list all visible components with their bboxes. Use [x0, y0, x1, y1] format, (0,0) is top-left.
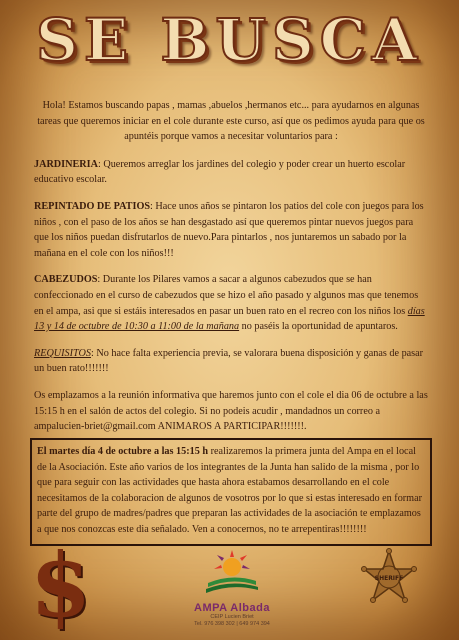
- emplazamos-paragraph: Os emplazamos a la reunión informativa que haremos junto con el cole el dia 06 de octubre a las 15:15 h en el salón de actos del colegio. Si no podeis acudir , mandadnos un correo a ampalucien-briet@gmail.com ANIMAROS A PARTICIPAR!!!!!!!.: [34, 389, 428, 433]
- intro-paragraph: Hola! Estamos buscando papas , mamas ,abuelos ,hermanos etc... para ayudarnos en algunas tareas que queremos iniciar en el cole durante este curso, así que os pedimos ayuda para que os apuntéis porque vamos a necesitar voluntarios para :: [37, 100, 425, 143]
- requisitos-label: REQUISITOS: [34, 347, 91, 359]
- cabezudos-label: CABEZUDOS: [34, 274, 98, 286]
- sheriff-star-icon: [360, 548, 418, 608]
- requisitos-text: : No hace falta experiencia previa, se valorara buena disposición y ganas de pasar un buen rato!!!!!!!: [34, 347, 424, 375]
- jardineria-text: : Queremos arreglar los jardines del colegio y poder crear un huerto escolar educativo escolar.: [34, 158, 406, 186]
- cabezudos-text-a: : Durante los Pilares vamos a sacar a algunos cabezudos que se han confeccionado en el curso de cabezudos que se hizo el año pasado y algunos mas que tenemos en el ampa, asi que si estáis interesados en pasar un buen rato en el recreo con los niños los: [34, 274, 419, 317]
- junta-date: El martes día 4 de octubre a las 15:15 h: [37, 446, 209, 457]
- cabezudos-paragraph: [34, 272, 428, 334]
- cabezudos-dates: días 13 y 14 de octubre de 10:30 a 11:00 de la mañana: [34, 305, 425, 333]
- logo-phone: Tel. 976 398 302 | 649 974 394: [194, 621, 270, 627]
- junta-notice-box: [30, 438, 432, 546]
- sheriff-label: SHERIFF: [374, 575, 404, 582]
- logo-sub: CEIP Lucien Briet: [210, 614, 254, 620]
- repintado-label: REPINTADO DE PATIOS: [34, 200, 151, 212]
- jardineria-paragraph: [34, 157, 428, 188]
- dollar-sign-icon: $: [30, 533, 92, 637]
- logo-name: AMPA Albada: [194, 602, 270, 614]
- ampa-logo-icon: [202, 545, 262, 595]
- repintado-paragraph: [34, 199, 428, 261]
- requisitos-paragraph: [34, 346, 428, 377]
- junta-text: realizaremos la primera junta del Ampa en el local de la Asociación. Este año varios de los integrantes de la Junta han salido de la misma , por lo que para seguir con las actividades que hasta ahora estabamos desarrollando en el cole necesitamos de la colaboracion de algunos de vosotros por lo que si estas interesado en formar parte del grupo de madres/padres que preparan las actividades de la asociación te emplazamos a que nos conozcas este dia señalado. Ven a conocernos, no te arrepentiras!!!!!!!!: [37, 446, 423, 535]
- poster-title: SE BUSCA: [36, 6, 423, 74]
- poster-content: [34, 98, 428, 446]
- cabezudos-text-b: no paséis la oportunidad de apuntaros.: [239, 321, 398, 333]
- repintado-text: : Hace unos años se pintaron los patios del cole con juegos para los niños , con el paso de los años se han desgastado así que queremos pintar nuevos juegos para que los niños puedan disfrutarlos de nuevo.Para pintarlos , nos juntaremos un sabado por la mañana en el cole con los niños!!!: [34, 200, 424, 259]
- sheriff-badge: [360, 548, 418, 608]
- ampa-logo: [182, 545, 282, 637]
- jardineria-label: JARDINERIA: [34, 158, 98, 170]
